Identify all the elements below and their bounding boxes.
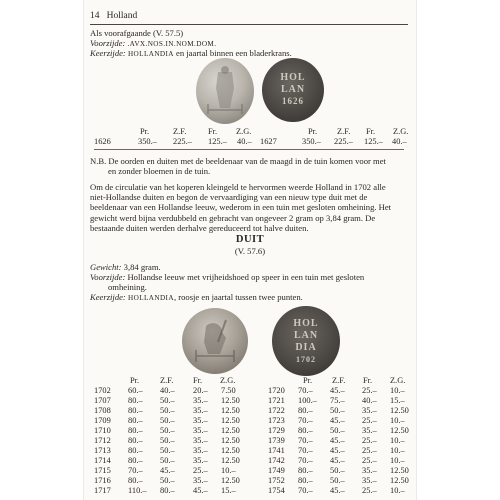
duit-obverse-cont: omheining. bbox=[108, 282, 147, 292]
price-pr: 80.– bbox=[298, 426, 313, 435]
price-zg: 12.50 bbox=[390, 466, 409, 475]
price-year: 1742 bbox=[268, 456, 285, 465]
price-zg: 15.– bbox=[221, 486, 236, 495]
price-pr: 80.– bbox=[128, 416, 143, 425]
price-year: 1710 bbox=[94, 426, 111, 435]
price-pr: 70.– bbox=[298, 436, 313, 445]
price-year: 1713 bbox=[94, 446, 111, 455]
price-year: 1722 bbox=[268, 406, 285, 415]
price-zf: 225.– bbox=[334, 137, 353, 146]
coin-reverse-line-3: 1626 bbox=[282, 96, 304, 106]
reverse-label: Keerzijde: bbox=[90, 48, 126, 58]
duit-reverse-label: Keerzijde: bbox=[90, 292, 126, 302]
price-pr: 70.– bbox=[298, 486, 313, 495]
coin-obverse-photo-1626 bbox=[196, 58, 254, 124]
col-header-zf-left: Z.F. bbox=[173, 127, 187, 136]
price-zg: 10.– bbox=[390, 456, 405, 465]
price-zf: 45.– bbox=[160, 466, 175, 475]
price-pr: 110.– bbox=[128, 486, 147, 495]
price-year: 1702 bbox=[94, 386, 111, 395]
nb-line-1: N.B. De oorden en duiten met de beeldenaar van de maagd in de tuin komen voor met bbox=[90, 156, 386, 166]
price-pr: 70.– bbox=[298, 456, 313, 465]
price-zg: 40.– bbox=[392, 137, 407, 146]
price-zf: 80.– bbox=[160, 486, 175, 495]
price-year: 1749 bbox=[268, 466, 285, 475]
price-pr: 80.– bbox=[298, 406, 313, 415]
price-fr: 35.– bbox=[193, 446, 208, 455]
maiden-in-garden-relief bbox=[196, 58, 254, 124]
price-fr: 35.– bbox=[362, 466, 377, 475]
price-zf: 75.– bbox=[330, 396, 345, 405]
price-zf: 45.– bbox=[330, 416, 345, 425]
duit-obverse bbox=[90, 272, 364, 282]
price-year: 1708 bbox=[94, 406, 111, 415]
price-zg: 10.– bbox=[390, 436, 405, 445]
price-zg: 10.– bbox=[390, 486, 405, 495]
price-fr: 25.– bbox=[362, 436, 377, 445]
price-zf: 50.– bbox=[160, 416, 175, 425]
reverse-legend: HOLLANDIA bbox=[127, 50, 174, 58]
duit-obverse-label: Voorzijde: bbox=[90, 272, 126, 282]
price-fr: 125.– bbox=[208, 137, 227, 146]
price-zf: 50.– bbox=[160, 406, 175, 415]
price-zg: 10.– bbox=[221, 466, 236, 475]
paragraph-line: bestaande duiten werden derhalve gereduceerd tot halve duiten. bbox=[90, 222, 309, 233]
lion-in-garden-relief bbox=[182, 308, 248, 374]
price-zf: 50.– bbox=[330, 426, 345, 435]
col-header-zg-right: Z.G. bbox=[393, 127, 409, 136]
obverse-legend: .AVX.NOS.IN.NOM.DOM. bbox=[127, 40, 217, 48]
price-fr: 25.– bbox=[362, 456, 377, 465]
duit-reverse-legend: HOLLANDIA bbox=[125, 294, 174, 302]
price-pr: 80.– bbox=[128, 446, 143, 455]
reverse-description: en jaartal binnen een bladerkrans. bbox=[173, 48, 292, 58]
price-fr: 25.– bbox=[193, 466, 208, 475]
paragraph-line: beeldenaar van een Hollandse leeuw, wederom in een tuin met gesloten omheining. Het bbox=[90, 202, 392, 213]
duit-obverse-text: Hollandse leeuw met vrijheidshoed op speer in een tuin met gesloten bbox=[125, 272, 365, 282]
price-zg: 12.50 bbox=[390, 426, 409, 435]
coin-reverse-line-2: LAN bbox=[280, 84, 306, 95]
price-zg: 12.50 bbox=[221, 406, 240, 415]
price-fr: 40.– bbox=[362, 396, 377, 405]
price-zf: 45.– bbox=[330, 436, 345, 445]
price-zg: 12.50 bbox=[221, 456, 240, 465]
price-fr: 35.– bbox=[193, 456, 208, 465]
duit-obverse-photo bbox=[182, 308, 248, 374]
price-fr: 35.– bbox=[193, 426, 208, 435]
price-zf: 50.– bbox=[160, 446, 175, 455]
duit-col-zg-right: Z.G. bbox=[390, 376, 406, 385]
price-year: 1717 bbox=[94, 486, 111, 495]
price-zg: 12.50 bbox=[221, 416, 240, 425]
duit-reverse-line-4: 1702 bbox=[296, 355, 316, 364]
page-number: 14 bbox=[90, 11, 100, 21]
price-year: 1754 bbox=[268, 486, 285, 495]
price-zf: 50.– bbox=[160, 456, 175, 465]
price-year: 1729 bbox=[268, 426, 285, 435]
duit-reverse-line-2: LAN bbox=[293, 330, 319, 341]
catalog-page bbox=[84, 0, 416, 500]
weight-label: Gewicht: bbox=[90, 262, 122, 272]
price-zf: 50.– bbox=[330, 406, 345, 415]
header-rule bbox=[90, 24, 408, 25]
nb-line-2: en zonder bloemen in de tuin. bbox=[108, 166, 211, 176]
price-zf: 50.– bbox=[160, 426, 175, 435]
price-zg: 10.– bbox=[390, 416, 405, 425]
price-pr: 350.– bbox=[302, 137, 321, 146]
price-fr: 35.– bbox=[362, 476, 377, 485]
duit-col-zf-right: Z.F. bbox=[332, 376, 346, 385]
price-fr: 35.– bbox=[193, 416, 208, 425]
col-header-pr-left: Pr. bbox=[140, 127, 150, 136]
price-year: 1739 bbox=[268, 436, 285, 445]
price-zg: 10.– bbox=[390, 386, 405, 395]
col-header-fr-left: Fr. bbox=[208, 127, 218, 136]
price-fr: 20.– bbox=[193, 386, 208, 395]
intro-reverse bbox=[90, 48, 292, 59]
weight-value: 3,84 gram. bbox=[121, 262, 161, 272]
price-zf: 50.– bbox=[160, 396, 175, 405]
price-fr: 45.– bbox=[193, 486, 208, 495]
price-pr: 80.– bbox=[128, 456, 143, 465]
price-fr: 25.– bbox=[362, 486, 377, 495]
price-fr: 35.– bbox=[362, 426, 377, 435]
price-pr: 80.– bbox=[128, 476, 143, 485]
paragraph-line: Om de circulatie van het koperen kleingeld te hervormen weerde Holland in 1702 alle bbox=[90, 182, 386, 192]
price-zg: 40.– bbox=[237, 137, 252, 146]
price-zf: 50.– bbox=[160, 436, 175, 445]
price-pr: 80.– bbox=[128, 436, 143, 445]
table-separator-top bbox=[94, 149, 404, 150]
duit-reverse bbox=[90, 292, 303, 303]
price-fr: 35.– bbox=[193, 406, 208, 415]
page-header bbox=[90, 11, 137, 21]
duit-col-fr-left: Fr. bbox=[193, 376, 203, 385]
price-zg: 12.50 bbox=[221, 446, 240, 455]
price-zf: 50.– bbox=[330, 466, 345, 475]
price-pr: 100.– bbox=[298, 396, 317, 405]
price-zf: 225.– bbox=[173, 137, 192, 146]
price-year: 1721 bbox=[268, 396, 285, 405]
col-header-zg-left: Z.G. bbox=[236, 127, 252, 136]
history-paragraph bbox=[90, 182, 406, 233]
price-year: 1707 bbox=[94, 396, 111, 405]
price-fr: 35.– bbox=[193, 436, 208, 445]
duit-reference: (V. 57.6) bbox=[234, 246, 266, 256]
price-fr: 25.– bbox=[362, 446, 377, 455]
price-year: 1752 bbox=[268, 476, 285, 485]
price-pr: 80.– bbox=[128, 406, 143, 415]
price-zf: 45.– bbox=[330, 456, 345, 465]
duit-reverse-line-3: DIA bbox=[295, 342, 317, 353]
price-zf: 45.– bbox=[330, 386, 345, 395]
price-fr: 25.– bbox=[362, 386, 377, 395]
duit-col-zg-left: Z.G. bbox=[220, 376, 236, 385]
price-zg: 12.50 bbox=[221, 476, 240, 485]
duit-col-pr-left: Pr. bbox=[130, 376, 140, 385]
duit-reverse-text: , roosje en jaartal tussen twee punten. bbox=[173, 292, 303, 302]
obverse-label: Voorzijde: bbox=[90, 38, 126, 48]
price-pr: 70.– bbox=[298, 416, 313, 425]
price-zg: 12.50 bbox=[390, 476, 409, 485]
price-zf: 50.– bbox=[160, 476, 175, 485]
price-zf: 45.– bbox=[330, 486, 345, 495]
price-zg: 15.– bbox=[390, 396, 405, 405]
price-year: 1715 bbox=[94, 466, 111, 475]
col-header-fr-right: Fr. bbox=[366, 127, 376, 136]
price-year: 1720 bbox=[268, 386, 285, 395]
price-fr: 25.– bbox=[362, 416, 377, 425]
intro-reference: Als voorafgaande (V. 57.5) bbox=[90, 28, 184, 38]
price-zg: 12.50 bbox=[221, 396, 240, 405]
duit-col-zf-left: Z.F. bbox=[160, 376, 174, 385]
duit-reverse-line-1: HOL bbox=[293, 318, 319, 329]
price-zf: 40.– bbox=[160, 386, 175, 395]
price-zg: 7.50 bbox=[221, 386, 236, 395]
price-zg: 10.– bbox=[390, 446, 405, 455]
price-year: 1627 bbox=[260, 137, 277, 146]
price-pr: 70.– bbox=[128, 466, 143, 475]
price-pr: 80.– bbox=[128, 426, 143, 435]
duit-heading: DUIT bbox=[235, 234, 265, 245]
price-zf: 45.– bbox=[330, 446, 345, 455]
duit-col-pr-right: Pr. bbox=[303, 376, 313, 385]
price-year: 1709 bbox=[94, 416, 111, 425]
section-title: Holland bbox=[106, 11, 138, 21]
price-year: 1741 bbox=[268, 446, 285, 455]
duit-reverse-photo bbox=[272, 306, 340, 376]
paragraph-line: gewicht werd bijna verdubbeld en gebracht van ongeveer 2 gram op 3,84 gram. De bbox=[90, 212, 376, 223]
price-fr: 35.– bbox=[193, 396, 208, 405]
col-header-pr-right: Pr. bbox=[308, 127, 318, 136]
duit-col-fr-right: Fr. bbox=[363, 376, 373, 385]
price-pr: 70.– bbox=[298, 386, 313, 395]
price-pr: 80.– bbox=[298, 476, 313, 485]
price-zf: 50.– bbox=[330, 476, 345, 485]
price-fr: 35.– bbox=[193, 476, 208, 485]
price-zg: 12.50 bbox=[390, 406, 409, 415]
price-year: 1714 bbox=[94, 456, 111, 465]
coin-reverse-photo-1626 bbox=[262, 58, 324, 122]
col-header-zf-right: Z.F. bbox=[337, 127, 351, 136]
price-year: 1723 bbox=[268, 416, 285, 425]
price-year: 1712 bbox=[94, 436, 111, 445]
duit-weight bbox=[90, 262, 161, 272]
price-pr: 70.– bbox=[298, 446, 313, 455]
price-pr: 80.– bbox=[298, 466, 313, 475]
price-fr: 35.– bbox=[362, 406, 377, 415]
price-year: 1626 bbox=[94, 137, 111, 146]
price-year: 1716 bbox=[94, 476, 111, 485]
price-fr: 125.– bbox=[364, 137, 383, 146]
paragraph-line: niet-Hollandse duiten en begon de vervaardiging van een nieuw type duit met de bbox=[90, 192, 368, 203]
price-pr: 80.– bbox=[128, 396, 143, 405]
coin-reverse-line-1: HOL bbox=[280, 72, 306, 83]
price-zg: 12.50 bbox=[221, 436, 240, 445]
price-pr: 350.– bbox=[138, 137, 157, 146]
price-zg: 12.50 bbox=[221, 426, 240, 435]
price-pr: 60.– bbox=[128, 386, 143, 395]
